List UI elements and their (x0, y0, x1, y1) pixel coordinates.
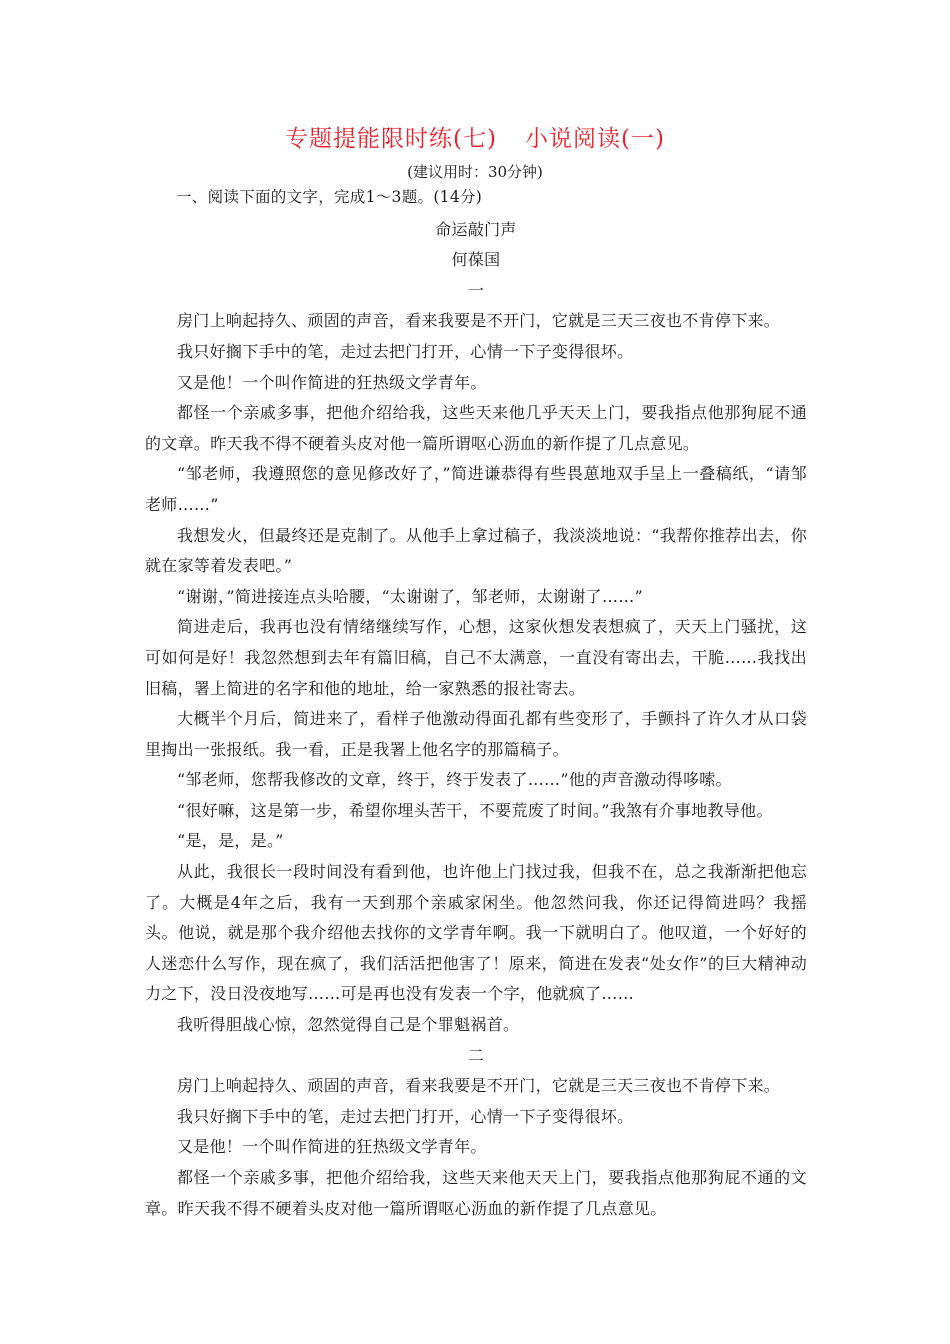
paragraph: “邹老师，我遵照您的意见修改好了，”简进谦恭得有些畏葸地双手呈上一叠稿纸，“请邹老师……” (145, 464, 807, 514)
question-instruction: 一、阅读下面的文字，完成1～3题。(14分) (176, 188, 483, 206)
part-one-number: 一 (467, 280, 485, 300)
paragraph: 我想发火，但最终还是克制了。从他手上拿过稿子，我淡淡地说：“我帮你推荐出去，你就在家等着发表吧。” (145, 525, 807, 576)
paragraph: 又是他！一个叫作简进的狂热级文学青年。 (177, 1137, 487, 1157)
paragraph: 我听得胆战心惊，忽然觉得自己是个罪魁祸首。 (177, 1015, 520, 1035)
paragraph: 从此，我很长一段时间没有看到他，也许他上门找过我，但我不在，总之我渐渐把他忘了。大概是4年之后，我有一天到那个亲戚家闲坐。他忽然问我，你还记得简进吗？我摇头。他说，就是那个我介绍他去找你的文学青年啊。我一下就明白了。他叹道，一个好好的人迷恋什么写作，现在疯了，我们活活把他害了！原来，简进在发表“处女作”的巨大精神动力之下，没日没夜地写……可是再也没有发表一个字，他就疯了…… (145, 862, 807, 1004)
paragraph: 大概半个月后，简进来了，看样子他激动得面孔都有些变形了，手颤抖了许久才从口袋里掏出一张报纸。我一看，正是我署上他名字的那篇稿子。 (145, 709, 807, 759)
page-title (0, 120, 950, 153)
paragraph: 我只好搁下手中的笔，走过去把门打开，心情一下子变得很坏。 (177, 341, 634, 361)
suggested-time: (建议用时：30分钟) (407, 163, 543, 181)
story-author: 何葆国 (451, 250, 501, 270)
paragraph: “谢谢，”简进接连点头哈腰，“太谢谢了，邹老师，太谢谢了……” (177, 586, 644, 606)
paragraph: 简进走后，我再也没有情绪继续写作，心想，这家伙想发表想疯了，天天上门骚扰，这可如何是好！我忽然想到去年有篇旧稿，自己不太满意，一直没有寄出去，干脆……我找出旧稿，署上简进的名字和他的地址，给一家熟悉的报社寄去。 (145, 617, 807, 698)
paragraph: “是，是，是。” (177, 831, 284, 851)
story-title: 命运敲门声 (435, 219, 517, 239)
paragraph: 房门上响起持久、顽固的声音，看来我要是不开门，它就是三天三夜也不肯停下来。 (177, 1076, 781, 1096)
paragraph: 都怪一个亲戚多事，把他介绍给我，这些天来他天天上门，要我指点他那狗屁不通的文章。昨天我不得不硬着头皮对他一篇所谓呕心沥血的新作提了几点意见。 (145, 1168, 807, 1218)
part-two-number: 二 (467, 1045, 485, 1065)
paragraph: “很好嘛，这是第一步，希望你埋头苦干，不要荒废了时间。”我煞有介事地教导他。 (177, 800, 773, 820)
paragraph: “邹老师，您帮我修改的文章，终于，终于发表了……”他的声音激动得哆嗦。 (177, 770, 732, 790)
paragraph: 又是他！一个叫作简进的狂热级文学青年。 (177, 372, 487, 392)
document-body (145, 182, 807, 1224)
title-series: 专题提能限时练(七) (285, 126, 497, 152)
title-topic: 小说阅读(一) (525, 126, 665, 152)
paragraph: 我只好搁下手中的笔，走过去把门打开，心情一下子变得很坏。 (177, 1106, 634, 1126)
paragraph: 都怪一个亲戚多事，把他介绍给我，这些天来他几乎天天上门，要我指点他那狗屁不通的文章。昨天我不得不硬着头皮对他一篇所谓呕心沥血的新作提了几点意见。 (145, 403, 807, 453)
paragraph: 房门上响起持久、顽固的声音，看来我要是不开门，它就是三天三夜也不肯停下来。 (177, 311, 781, 331)
